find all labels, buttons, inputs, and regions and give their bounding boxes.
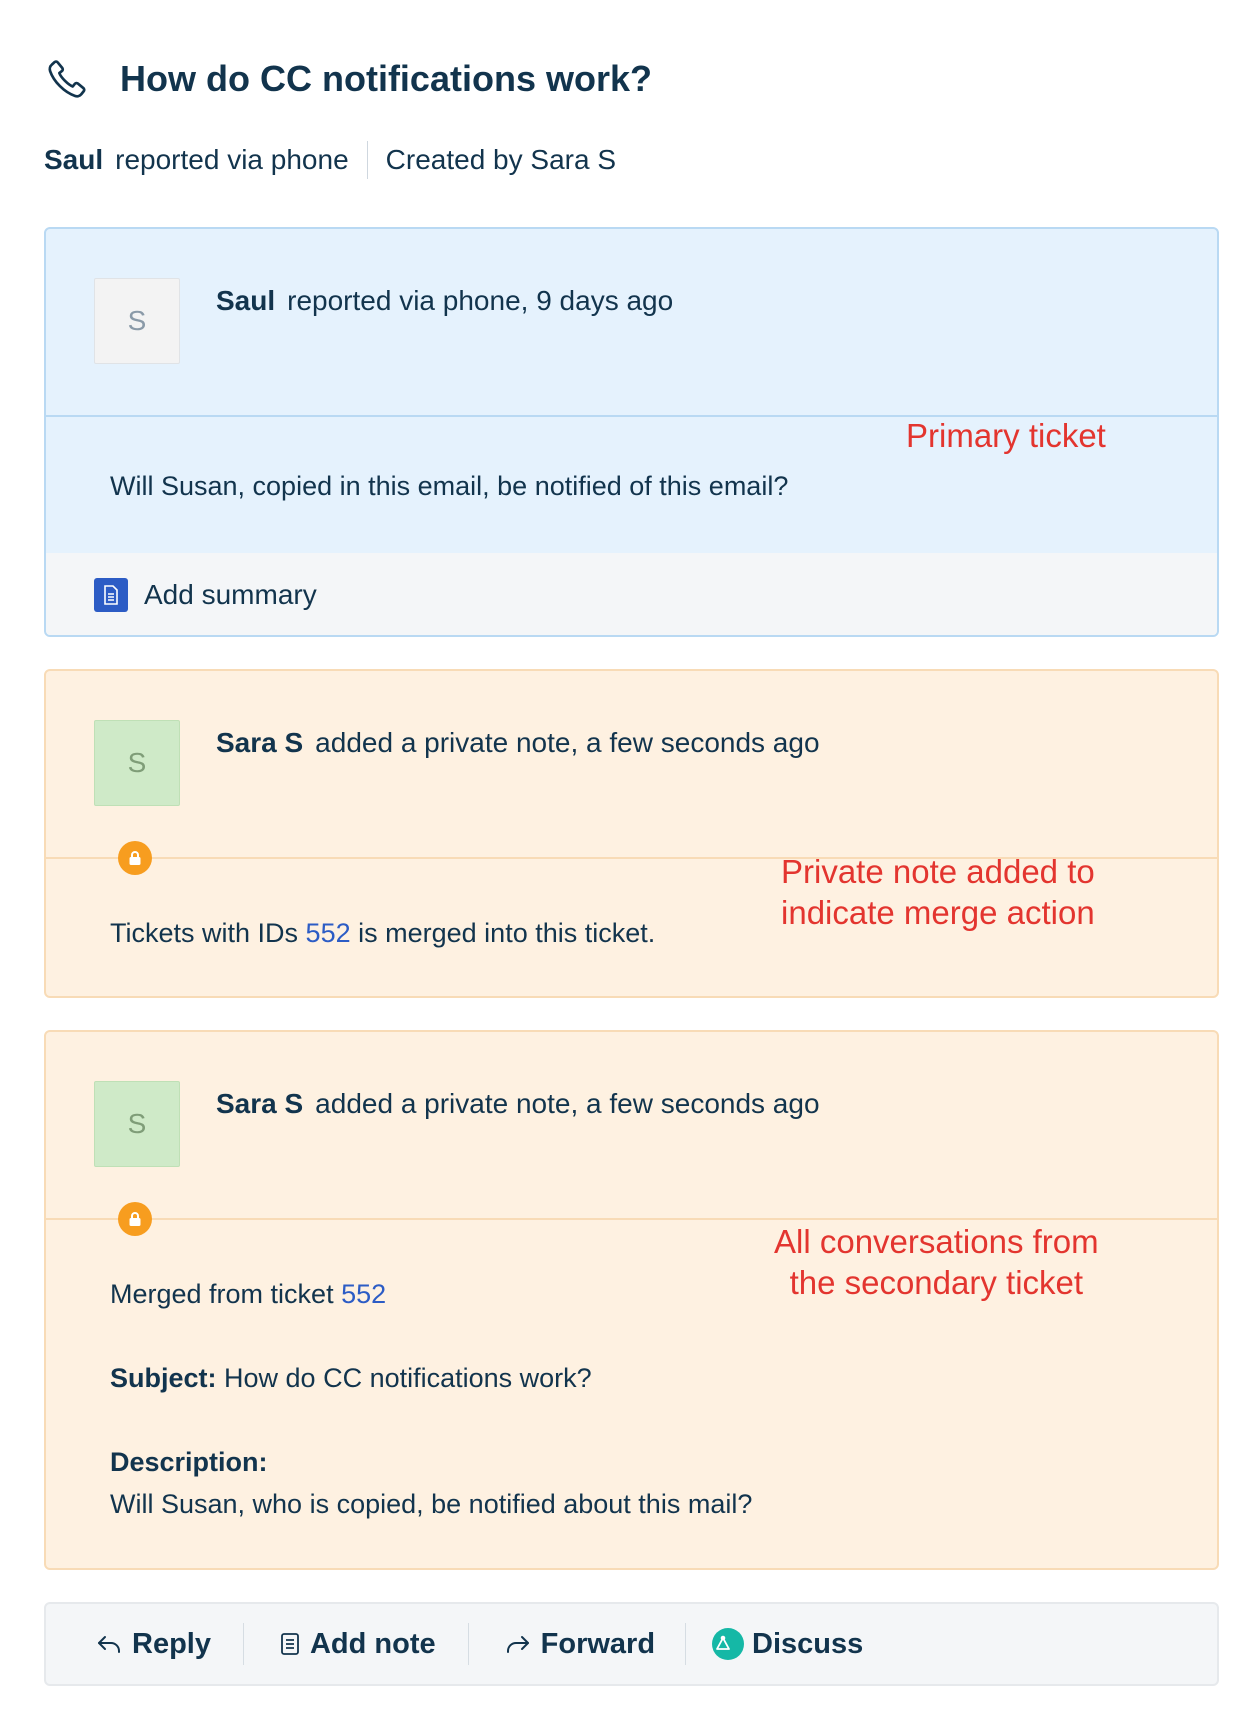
annotation-merge-action — [781, 851, 1095, 933]
description-label: Description: — [110, 1447, 268, 1477]
discuss-icon — [712, 1628, 744, 1660]
phone-icon — [44, 56, 90, 102]
avatar[interactable]: S — [94, 278, 180, 364]
forward-label: Forward — [540, 1627, 656, 1660]
merged-from-line — [110, 1279, 386, 1310]
action-text: added a private note, a few seconds ago — [315, 1088, 820, 1119]
ticket-meta — [44, 140, 616, 180]
ticket-header — [44, 54, 652, 104]
annotation-line: All conversations from — [774, 1223, 1099, 1260]
private-note-card — [44, 1030, 1219, 1570]
subject-line — [110, 1363, 592, 1394]
add-note-label: Add note — [309, 1627, 436, 1660]
conversation-body: Will Susan, copied in this email, be notified of this email? — [110, 471, 789, 501]
ticket-link[interactable]: 552 — [341, 1279, 387, 1309]
reply-icon — [96, 1632, 122, 1656]
discuss-label: Discuss — [752, 1627, 864, 1660]
conversation-byline — [216, 727, 820, 759]
body-suffix: is merged into this ticket. — [358, 918, 656, 948]
ticket-title: How do CC notifications work? — [120, 58, 652, 99]
primary-ticket-card — [44, 227, 1219, 637]
conversation-byline — [216, 1088, 820, 1120]
body-prefix: Tickets with IDs — [110, 918, 299, 948]
annotation-secondary-ticket — [774, 1221, 1099, 1303]
description-value: Will Susan, who is copied, be notified about this mail? — [110, 1489, 753, 1519]
forward-button[interactable] — [469, 1604, 685, 1684]
annotation-line: Private note added to — [781, 853, 1095, 890]
author-name[interactable]: Saul — [216, 285, 276, 316]
requester-name[interactable]: Saul — [44, 144, 104, 175]
note-icon — [280, 1632, 300, 1656]
add-summary-button[interactable] — [46, 553, 1217, 637]
conversation-byline — [216, 285, 673, 317]
reply-label: Reply — [132, 1627, 211, 1660]
subject-label: Subject: — [110, 1363, 217, 1393]
author-name[interactable]: Sara S — [216, 727, 304, 758]
meta-separator — [367, 141, 368, 179]
ticket-link[interactable]: 552 — [305, 918, 351, 948]
annotation-line: the secondary ticket — [789, 1264, 1084, 1301]
divider — [46, 1218, 1217, 1220]
private-note-card — [44, 669, 1219, 998]
lock-icon — [118, 841, 152, 875]
merged-prefix: Merged from ticket — [110, 1279, 334, 1309]
reply-button[interactable] — [46, 1604, 243, 1684]
lock-icon — [118, 1202, 152, 1236]
add-summary-label: Add summary — [144, 579, 317, 610]
author-name[interactable]: Sara S — [216, 1088, 304, 1119]
add-note-button[interactable] — [244, 1604, 468, 1684]
discuss-button[interactable] — [686, 1604, 863, 1684]
reply-toolbar — [44, 1602, 1219, 1686]
annotation-line: indicate merge action — [781, 894, 1095, 931]
forward-icon — [505, 1632, 531, 1656]
created-by-text: Created by Sara S — [385, 144, 616, 175]
avatar[interactable]: S — [94, 1081, 180, 1167]
action-text: added a private note, a few seconds ago — [315, 727, 820, 758]
document-icon — [94, 578, 128, 612]
subject-value: How do CC notifications work? — [224, 1363, 592, 1393]
avatar[interactable]: S — [94, 720, 180, 806]
channel-text: reported via phone — [115, 144, 349, 175]
annotation-primary-ticket: Primary ticket — [906, 417, 1106, 454]
conversation-body — [110, 918, 655, 949]
action-text: reported via phone, 9 days ago — [287, 285, 674, 316]
